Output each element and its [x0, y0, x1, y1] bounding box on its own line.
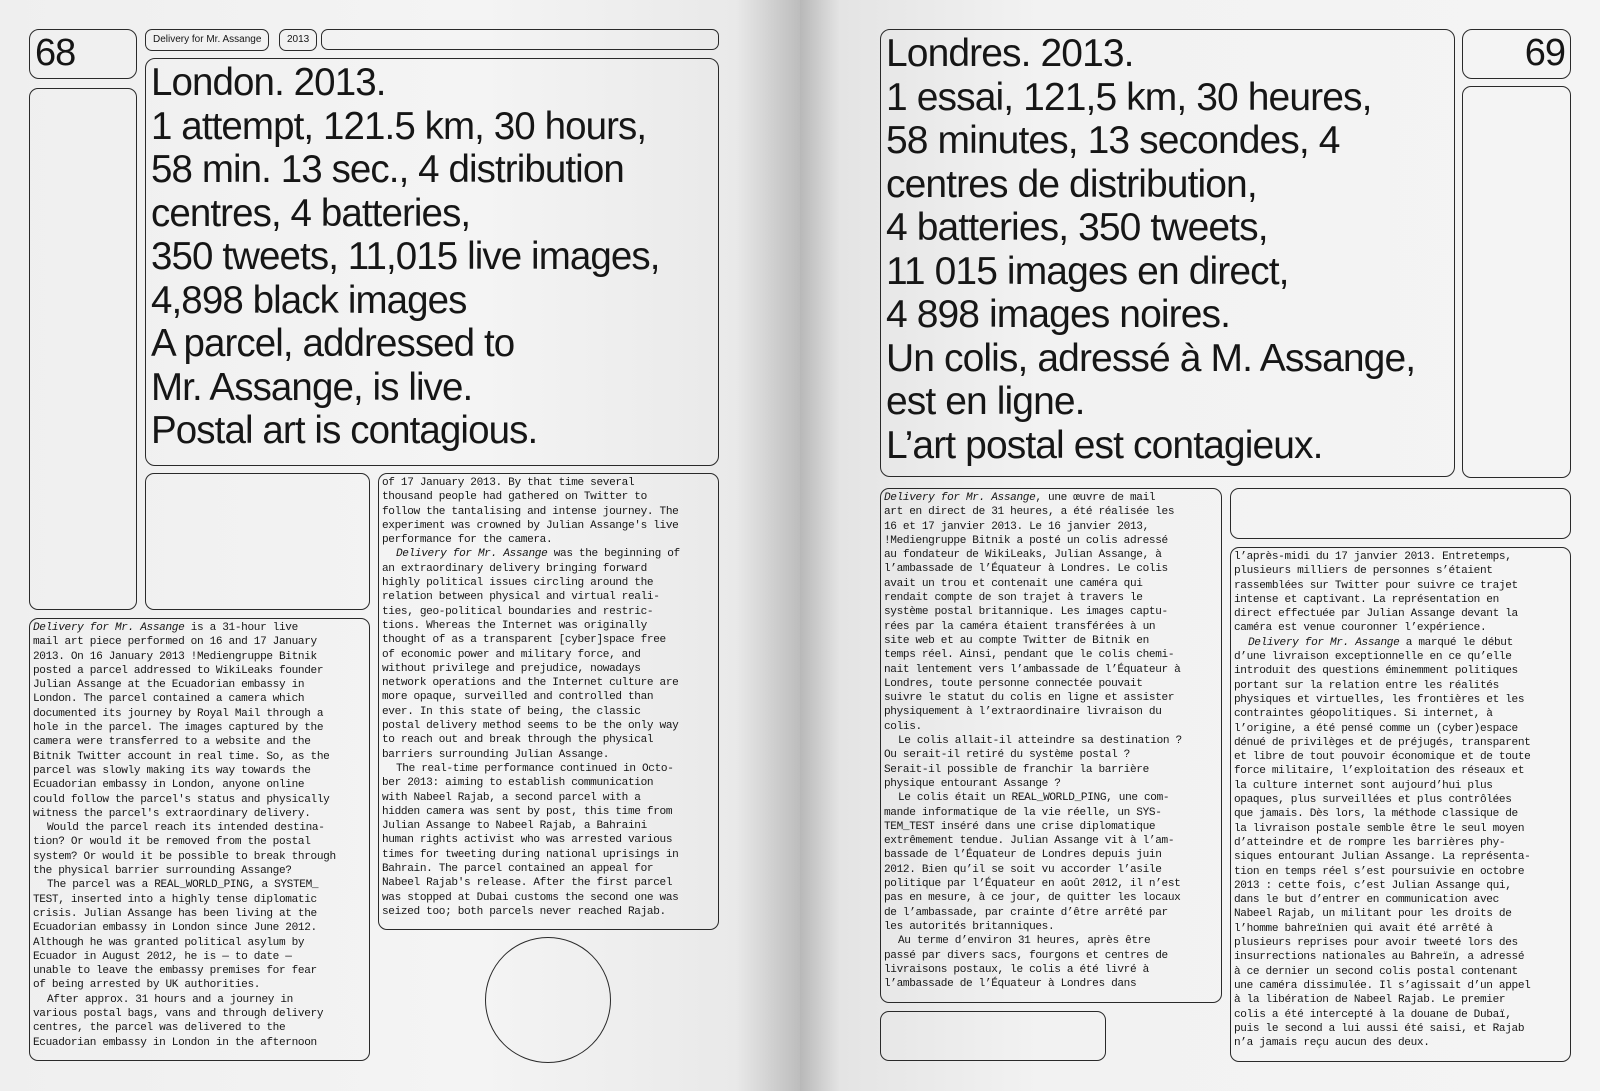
text-line: l’origine, a été pensé comme un (cyber)espace [1234, 722, 1518, 735]
text-line: mail art piece performed on 16 and 17 January [33, 636, 317, 649]
text-line: colis a été intercepté à la douane de Dubaï, [1234, 1008, 1512, 1021]
text-line: puis le second a lui aussi été saisi, et Rajab [1234, 1022, 1525, 1035]
text-line: physique entourant Assange ? [884, 777, 1061, 790]
right-empty-top-box [1230, 488, 1571, 539]
text-line: contraintes géopolitiques. Si internet, à [1234, 708, 1493, 721]
text-line: Would the parcel reach its intended destina- [47, 822, 325, 835]
text-line: l’ambassade de l’Équateur à Londres. Le colis [884, 563, 1168, 576]
text-line: ber 2013: aiming to establish communication [382, 777, 654, 790]
text-line: of 17 January 2013. By that time several [382, 477, 635, 489]
text-line: of economic power and military force, and [382, 648, 641, 661]
text-fragment: , une œuvre de mail [1035, 492, 1156, 504]
headline-line: 1 attempt, 121.5 km, 30 hours, [151, 104, 647, 148]
text-line: performance for the camera. [382, 534, 553, 547]
text-line: more opaque, surveilled and controlled than [382, 691, 654, 704]
headline-line: centres de distribution, [886, 162, 1257, 206]
text-line: human rights activist who was arrested various [382, 834, 673, 847]
headline-line: Postal art is contagious. [151, 409, 538, 452]
text-line: opaques, plus surveillées et plus contrôlées [1234, 794, 1512, 807]
text-line: caméra est venue couronner l’expérience. [1234, 622, 1487, 635]
text-line: la culture internet sont aujourd’hui plus [1234, 779, 1493, 792]
text-line: de l’ambassade, par crainte d’être arrêté par [884, 906, 1168, 919]
text-line: follow the tantalising and intense journey. The [382, 505, 679, 518]
text-line: Le colis était un REAL_WORLD_PING, une com- [898, 792, 1170, 805]
text-line: physiques et virtuelles, les frontières et les [1234, 693, 1525, 706]
text-line: was stopped at Dubai customs the second one was [382, 891, 679, 904]
work-title: Delivery for Mr. Assange [1248, 636, 1400, 649]
text-line: seized too; both parcels never reached Rajab. [382, 905, 666, 918]
text-line: Although he was granted political asylum by [33, 936, 305, 949]
text-line: to reach out and break through the physical [382, 734, 654, 747]
left-body-column-1 [29, 618, 370, 1061]
text-line: dans le but d’entrer en communication avec [1234, 894, 1499, 907]
text-line: relation between physical and virtual reali- [382, 591, 660, 604]
text-line: temps réel. Ainsi, pendant que le colis chemi- [884, 649, 1175, 662]
text-line: passé par divers sacs, fourgons et centres de [884, 949, 1168, 962]
work-title: Delivery for Mr. Assange [33, 622, 185, 634]
headline-line: 58 min. 13 sec., 4 distribution [151, 148, 624, 191]
headline-line: Un colis, adressé à M. Assange, [886, 336, 1416, 380]
work-title: Delivery for Mr. Assange [884, 492, 1036, 504]
text-line: Ecuador in August 2012, he is — to date — [33, 950, 292, 963]
text-line: une caméra dissimulée. Il s’agissait d’un appel [1234, 979, 1531, 992]
headline-line: centres, 4 batteries, [151, 191, 471, 235]
text-line: Ecuadorian embassy in London since June 2012. [33, 922, 317, 935]
right-page-number: 69 [1462, 29, 1571, 79]
text-line: parcel was slowly making its way towards the [33, 764, 311, 777]
text-line: tion en temps réel s’est poursuivie en octobre [1234, 865, 1525, 878]
text-line: thought of as a transparent [cyber]space free [382, 634, 666, 647]
text-line [33, 621, 366, 635]
text-line: tions. Whereas the Internet was originally [382, 619, 647, 632]
text-fragment: is a 31-hour live [184, 622, 298, 634]
text-line: Bahrain. The parcel contained an appeal for [382, 863, 654, 876]
text-line: Londres, toute personne connectée pouvait [884, 677, 1143, 690]
text-line: postal delivery method seems to be the only way [382, 720, 679, 733]
text-line: intense et captivant. La représentation en [1234, 593, 1499, 606]
text-line: Ou serait-il retiré du système postal ? [884, 749, 1130, 762]
text-line: posted a parcel addressed to WikiLeaks founder [33, 664, 324, 677]
text-line: Bitnik Twitter account in real time. So, as the [33, 750, 330, 763]
text-line: hole in the parcel. The images captured by the [33, 722, 324, 735]
right-page [800, 0, 1600, 1091]
text-fragment: a marqué le début [1399, 636, 1513, 649]
text-line: rées par la caméra étaient transférées à un [884, 620, 1156, 633]
text-line: London. The parcel contained a camera which [33, 693, 305, 706]
right-empty-bottom-box [880, 1011, 1106, 1061]
text-line: with Nabeel Rajab, a second parcel with a [382, 791, 641, 804]
text-line: times for tweeting during national uprisings in [382, 848, 679, 861]
text-fragment: was the beginning of [547, 548, 680, 561]
text-line [1234, 636, 1567, 650]
text-line: Ecuadorian embassy in London, anyone online [33, 779, 305, 792]
text-line: 16 et 17 janvier 2013. Le 16 janvier 2013, [884, 520, 1149, 533]
text-line: ties, geo-political boundaries and restric- [382, 605, 654, 618]
text-line: nait lentement vers l’ambassade de l’Équateur à [884, 663, 1181, 676]
text-line: mande informatique de la vie réelle, un SYS- [884, 806, 1162, 819]
left-body-column-2 [378, 473, 719, 930]
headline-line: A parcel, addressed to [151, 322, 515, 365]
text-line: documented its journey by Royal Mail through a [33, 707, 324, 720]
text-line: tion? Or would it be removed from the postal [33, 836, 311, 849]
text-line: pas en mesure, à ce jour, de quitter les locaux [884, 892, 1181, 905]
text-line: TEM_TEST inséré dans une crise diplomatique [884, 820, 1156, 833]
text-line: d’atteindre et de rompre les barrières phy- [1234, 836, 1506, 849]
text-line: système postal britannique. Les images captu- [884, 606, 1168, 619]
text-line: Julian Assange to Nabeel Rajab, a Bahraini [382, 820, 647, 833]
text-line: hidden camera was sent by post, this time from [382, 805, 673, 818]
text-line: Ecuadorian embassy in London in the afternoon [33, 1036, 317, 1049]
empty-header-box [321, 29, 719, 50]
left-headline-box [145, 58, 719, 466]
text-line: 2012. Bien qu’il se soit vu accorder l’asile [884, 863, 1162, 876]
text-line: l’après-midi du 17 janvier 2013. Entretemps, [1234, 551, 1512, 563]
right-empty-sidebar-box [1462, 86, 1571, 478]
text-line: could follow the parcel's status and physically [33, 793, 330, 806]
text-line: bassade de l’Équateur de Londres depuis juin [884, 849, 1162, 862]
text-line: n’a jamais reçu aucun des deux. [1234, 1037, 1430, 1050]
text-line: unable to leave the embassy premises for fear [33, 965, 317, 978]
text-line: les autorités britanniques. [884, 920, 1055, 933]
headline-line: 4,898 black images [151, 278, 467, 322]
headline-line: 1 essai, 121,5 km, 30 heures, [886, 75, 1372, 119]
right-headline-box [880, 29, 1455, 477]
text-line: highly political issues circling around the [382, 577, 654, 590]
headline-line: est en ligne. [886, 380, 1085, 423]
text-line: thousand people had gathered on Twitter to [382, 491, 647, 504]
year-tag: 2013 [279, 29, 317, 51]
headline-line: 350 tweets, 11,015 live images, [151, 235, 660, 278]
circle-shape [485, 937, 611, 1063]
text-line: TEST, inserted into a highly tense diplomatic [33, 893, 317, 906]
text-line: politique par l’Équateur en août 2012, il n’est [884, 878, 1181, 891]
left-page-number: 68 [29, 29, 137, 79]
headline-line: 58 minutes, 13 secondes, 4 [886, 119, 1340, 162]
text-line: force militaire, l’exploitation des réseaux et [1234, 765, 1525, 778]
text-line: introduit des questions éminemment politiques [1234, 665, 1518, 678]
text-line: rendait compte de son trajet à travers le [884, 592, 1143, 605]
text-line: 2013 : cette fois, c’est Julian Assange qui, [1234, 879, 1512, 892]
text-line: !Mediengruppe Bitnik a posté un colis adressé [884, 534, 1168, 547]
text-line: Serait-il possible de franchir la barrière [884, 763, 1149, 776]
text-line: extrêmement tendue. Julian Assange vit à l’am- [884, 835, 1175, 848]
text-line: network operations and the Internet culture are [382, 677, 679, 690]
text-line: After approx. 31 hours and a journey in [47, 993, 293, 1006]
text-line: The parcel was a REAL_WORLD_PING, a SYSTEM_ [47, 879, 319, 892]
text-line: crisis. Julian Assange has been living at the [33, 907, 317, 920]
text-line: plusieurs milliers de personnes s’étaient [1234, 565, 1493, 578]
text-line [382, 547, 715, 561]
headline-line: 11 015 images en direct, [886, 249, 1289, 293]
text-line: la livraison postale semble être le seul moyen [1234, 822, 1525, 835]
text-line: Le colis allait-il atteindre sa destination ? [898, 735, 1182, 748]
text-line: dénué de privilèges et de préjugés, transparent [1234, 736, 1531, 749]
text-line: the physical barrier surrounding Assange? [33, 865, 292, 878]
left-empty-sidebar-box [29, 88, 137, 610]
text-line: without privilege and prejudice, nowadays [382, 662, 641, 675]
text-line: l’homme bahreïnien qui avait été arrêté à [1234, 922, 1493, 935]
text-line: colis. [884, 720, 922, 733]
text-line: experiment was crowned by Julian Assange's live [382, 519, 679, 532]
headline-line: 4 batteries, 350 tweets, [886, 206, 1268, 249]
text-line: 2013. On 16 January 2013 !Mediengruppe Bitnik [33, 650, 317, 663]
text-line: suivre le statut du colis en ligne et assister [884, 692, 1175, 705]
text-line: portant sur la relation entre les réalités [1234, 679, 1499, 692]
text-line: au fondateur de WikiLeaks, Julian Assange, à [884, 549, 1162, 562]
text-line: à la libération de Nabeel Rajab. Le premier [1234, 994, 1506, 1007]
text-line: system? Or would it be possible to break through [33, 850, 336, 863]
text-line: insurrections nationales au Bahreïn, a adressé [1234, 951, 1525, 964]
text-line: plusieurs reprises pour avoir tweeté lors des [1234, 937, 1518, 950]
text-line: livraisons postaux, le colis a été livré à [884, 963, 1149, 976]
text-line: direct effectuée par Julian Assange devant la [1234, 608, 1518, 621]
running-title-tag: Delivery for Mr. Assange [145, 29, 269, 51]
text-line: centres, the parcel was delivered to the [33, 1022, 286, 1035]
work-title: Delivery for Mr. Assange [396, 548, 548, 561]
text-line: que jamais. Dès lors, la méthode classique de [1234, 808, 1518, 821]
text-line: d’une livraison exceptionnelle en ce qu’elle [1234, 651, 1512, 664]
left-empty-image-box [145, 473, 370, 610]
right-body-column-1 [880, 488, 1222, 1003]
text-line: ever. In this state of being, the classic [382, 705, 641, 718]
text-line: Nabeel Rajab, un militant pour les droits de [1234, 908, 1512, 921]
text-line: The real-time performance continued in Octo- [396, 762, 674, 775]
text-line: Julian Assange at the Ecuadorian embassy in [33, 679, 305, 692]
text-line: avait un trou et contenait une caméra qui [884, 577, 1143, 590]
text-line: site web et au compte Twitter de Bitnik en [884, 634, 1149, 647]
text-line [884, 491, 1218, 505]
headline-line: L’art postal est contagieux. [886, 423, 1323, 467]
text-line: Au terme d’environ 31 heures, après être [898, 935, 1151, 948]
text-line: witness the parcel's extraordinary delivery. [33, 807, 311, 820]
text-line: of being arrested by UK authorities. [33, 979, 261, 992]
text-line: camera were transferred to a website and the [33, 736, 311, 749]
text-line: various postal bags, vans and through delivery [33, 1008, 324, 1021]
text-line: physiquement à l’extraordinaire livraison du [884, 706, 1162, 719]
text-line: à ce dernier un second colis postal contenant [1234, 965, 1518, 978]
headline-line: Londres. 2013. [886, 32, 1134, 75]
text-line: l’ambassade de l’Équateur à Londres dans [884, 978, 1137, 991]
text-line: an extraordinary delivery bringing forward [382, 562, 647, 575]
text-line: siques entourant Julian Assange. La représenta- [1234, 851, 1531, 864]
text-line: barriers surrounding Julian Assange. [382, 748, 610, 761]
text-line: et libre de tout pouvoir économique et de toute [1234, 751, 1531, 764]
text-line: art en direct de 31 heures, a été réalisée les [884, 506, 1175, 519]
headline-line: London. 2013. [151, 61, 386, 104]
text-line: Nabeel Rajab's release. After the first parcel [382, 877, 673, 890]
headline-line: Mr. Assange, is live. [151, 365, 473, 409]
text-line: rassemblées sur Twitter pour suivre ce trajet [1234, 579, 1518, 592]
right-body-column-2 [1230, 547, 1571, 1062]
headline-line: 4 898 images noires. [886, 293, 1231, 336]
